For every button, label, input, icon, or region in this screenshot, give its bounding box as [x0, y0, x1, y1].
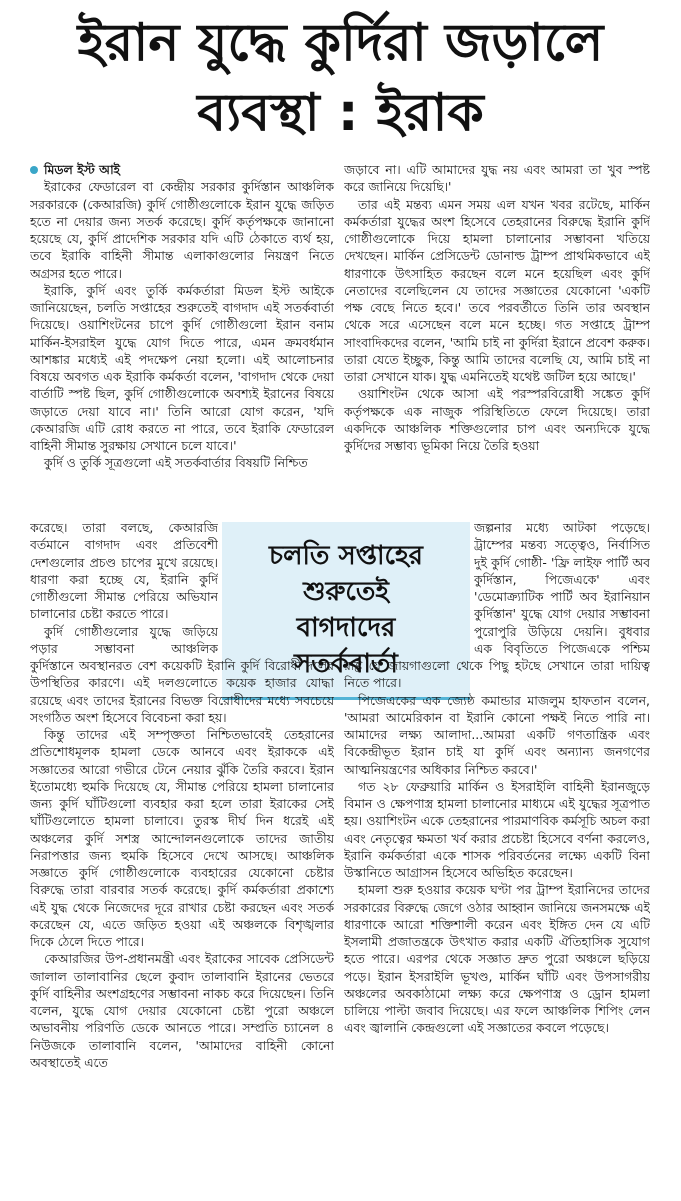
- pull-quote-line-3: বাগদাদের: [296, 612, 396, 643]
- headline-line-2: ব্যবস্থা : ইরাক: [197, 83, 484, 143]
- paragraph: কুর্দি গোষ্ঠীগুলোর যুদ্ধে জড়িয়ে পড়ার সম্ভাবনা আঞ্চলিক: [30, 623, 218, 656]
- paragraph: ইরাকের ফেডারেল বা কেন্দ্রীয় সরকার কুর্দিস্তান আঞ্চলিক সরকারকে (কেআরজি) কুর্দি গোষ্ঠীগুলোকে ইরান যুদ্ধে জড়িত হতে না দেয়ার জন্য সতর্ক করেছে। কুর্দি কর্তৃপক্ষকে জানানো হয়েছে যে, কুর্দি প্রাদেশিক সরকার যদি এটি ঠেকাতে ব্যর্থ হয়, তবে ইরাকি বাহিনী সীমান্ত এলাকাগুলোর নিয়ন্ত্রণ নিতে অগ্রসর হতে পারে।: [30, 179, 334, 281]
- article-column-right-narrow: [474, 519, 650, 657]
- paragraph: রাষ্ট্র যে জায়গাগুলো থেকে পিছু হটছে সেখানে তারা দায়িত্ব নিতে পারে।: [344, 658, 650, 691]
- paragraph: জড়াবে না। এটি আমাদের যুদ্ধ নয় এবং আমরা তা খুব স্পষ্ট করে জানিয়ে দিয়েছি।': [344, 162, 650, 195]
- headline-line-1: ইরান যুদ্ধে কুর্দিরা জড়ালে: [77, 13, 604, 73]
- pull-quote-line-1: চলতি সপ্তাহের: [269, 540, 423, 571]
- article-column-left-narrow: [30, 519, 218, 657]
- article-column-left-lower: [30, 657, 334, 1187]
- byline-bullet-icon: [30, 166, 38, 174]
- byline: [30, 161, 334, 178]
- paragraph: গত ২৮ ফেব্রুয়ারি মার্কিন ও ইসরাইলি বাহিনী ইরানজুড়ে বিমান ও ক্ষেপণাস্ত্র হামলা চালানোর মাধ্যমে এই যুদ্ধের সূত্রপাত হয়। ওয়াশিংটন একে তেহরানের পারমাণবিক কর্মসূচি অচল করা এবং নেতৃত্বের ক্ষমতা খর্ব করার প্রচেষ্টা হিসেবে বর্ণনা করলেও, ইরানি কর্মকর্তারা একে শাসক পরিবর্তনের লক্ষ্যে একটি বিনা উস্কানিতে আগ্রাসন হিসেবে অভিহিত করেছেন।: [344, 778, 650, 880]
- pull-quote-line-2: শুরুতেই: [303, 576, 389, 607]
- byline-text: মিডল ইস্ট আই: [44, 162, 120, 177]
- article-column-left-upper: [30, 161, 334, 519]
- article-column-right-upper: [344, 161, 650, 519]
- paragraph: ইরাকি, কুর্দি এবং তুর্কি কর্মকর্তারা মিডল ইস্ট আইকে জানিয়েছেন, চলতি সপ্তাহের শুরুতেই বাগদাদ এই সতর্কবার্তা দিয়েছে। ওয়াশিংটনের চাপে কুর্দি গোষ্ঠীগুলো ইরান বনাম মার্কিন-ইসরাইল যুদ্ধে যোগ দিতে পারে, এমন ক্রমবর্ধমান আশঙ্কার মধ্যেই এই পদক্ষেপ নেয়া হলো। এই আলোচনার বিষয়ে অবগত এক ইরাকি কর্মকর্তা বলেন, 'বাগদাদ থেকে দেয়া বার্তাটি স্পষ্ট ছিল, কুর্দি গোষ্ঠীগুলোকে অবশ্যই ইরানের বিষয়ে জড়াতে দেয়া যাবে না।' তিনি আরো যোগ করেন, 'যদি কেআরজি এটি রোধ করতে না পারে, তবে ইরাকি ফেডারেল বাহিনী সীমান্ত সুরক্ষায় সেখানে চলে যাবে।': [30, 282, 334, 453]
- paragraph: তার এই মন্তব্য এমন সময় এল যখন খবর রটেছে, মার্কিন কর্মকর্তারা যুদ্ধের অংশ হিসেবে তেহরানের বিরুদ্ধে ইরানি কুর্দি গোষ্ঠীগুলোকে দিয়ে হামলা চালানোর সম্ভাবনা খতিয়ে দেখছেন। মার্কিন প্রেসিডেন্ট ডোনাল্ড ট্রাম্প প্রাথমিকভাবে এই ধারণাকে উৎসাহিত করছেন বলে মনে হয়েছিল এবং কুর্দি নেতাদের বলেছিলেন যে তাদের সজ্ঞাতের যেকোনো 'একটি পক্ষ বেছে নিতে হবে।' তবে পরবর্তীতে তিনি তার অবস্থান থেকে সরে এসেছেন বলে মনে হচ্ছে। গত সপ্তাহে ট্রাম্প সাংবাদিকদের বলেন, 'আমি চাই না কুর্দিরা ইরানে প্রবেশ করুক। তারা যেতে ইচ্ছুক, কিন্তু আমি তাদের বলেছি যে, আমি চাই না তারা সেখানে যাক। যুদ্ধ এমনিতেই যথেষ্ট জটিল হয়ে আছে।': [344, 196, 650, 384]
- paragraph: কেআরজির উপ-প্রধানমন্ত্রী এবং ইরাকের সাবেক প্রেসিডেন্ট জালাল তালাবানির ছেলে কুবাদ তালাবানি ইরানের ভেতরে কুর্দি বাহিনীর অংশগ্রহণের সম্ভাবনা নাকচ করে দিয়েছেন। তিনি বলেন, যুদ্ধে যোগ দেয়ার যেকোনো চেষ্টা পুরো অঞ্চলে অভাবনীয় পরিণতি ডেকে আনতে পারে। সম্প্রতি চ্যানেল ৪ নিউজকে তালাবানি বলেন, 'আমাদের বাহিনী কোনো অবস্থাতেই এতে: [30, 951, 334, 1070]
- paragraph: হামলা শুরু হওয়ার কয়েক ঘণ্টা পর ট্রাম্প ইরানিদের তাদের সরকারের বিরুদ্ধে জেগে ওঠার আহ্বান জানিয়ে জনসমক্ষে এই ধারণাকে আরো শক্তিশালী করেন এবং ইঙ্গিত দেন যে এটি ইসলামী প্রজাতন্ত্রকে উৎখাত করার একটি ঐতিহাসিক সুযোগ হতে পারে। এরপর থেকে সজ্ঞাত দ্রুত পুরো অঞ্চলে ছড়িয়ে পড়ে। ইরান ইসরাইলি ভূখণ্ড, মার্কিন ঘাঁটি এবং উপসাগরীয় অঞ্চলের অবকাঠামো লক্ষ্য করে ক্ষেপণাস্ত্র ও ড্রোন হামলা চালিয়ে পাল্টা জবাব দিয়েছে। এর ফলে আঞ্চলিক শিপিং লেন এবং জ্বালানি কেন্দ্রগুলো এই সজ্ঞাতের কবলে পড়েছে।: [344, 882, 650, 1036]
- paragraph: কুর্দি ও তুর্কি সূত্রগুলো এই সতর্কবার্তার বিষয়টি নিশ্চিত: [44, 455, 308, 471]
- paragraph: পিজেএকের এক জ্যেষ্ঠ কমান্ডার মাজলুম হাফতান বলেন, 'আমরা আমেরিকান বা ইরানি কোনো পক্ষই নিতে পারি না। আমাদের লক্ষ্য আলাদা...আমরা একটি গণতান্ত্রিক এবং বিকেন্দ্রীভূত ইরান চাই যা কুর্দি এবং অন্যান্য জনগণের আত্মনিয়ন্ত্রণের অধিকার নিশ্চিত করবে।': [344, 692, 650, 777]
- paragraph: ওয়াশিংটন থেকে আসা এই পরস্পরবিরোধী সঙ্কেত কুর্দি কর্তৃপক্ষকে এক নাজুক পরিস্থিতিতে ফেলে দিয়েছে। তারা একদিকে আঞ্চলিক শক্তিগুলোর চাপ এবং অন্যদিকে যুদ্ধে কুর্দিদের সম্ভাব্য ভূমিকা নিয়ে তৈরি হওয়া: [344, 386, 650, 453]
- paragraph: করেছে। তারা বলছে, কেআরজি বর্তমানে বাগদাদ এবং প্রতিবেশী দেশগুলোর প্রচণ্ড চাপের মুখে রয়েছে। ধারণা করা হচ্ছে যে, ইরানি কুর্দি গোষ্ঠীগুলো সীমান্ত পেরিয়ে অভিযান চালানোর চেষ্টা করতে পারে।: [30, 520, 218, 622]
- paragraph: কিন্তু তাদের এই সম্পৃক্ততা নিশ্চিতভাবেই তেহরানের প্রতিশোধমূলক হামলা ডেকে আনবে এবং ইরাককে এই সজ্ঞাতের আরো গভীরে টেনে নেয়ার ঝুঁকি তৈরি করবে। ইরান ইতোমধ্যে হুমকি দিয়েছে যে, সীমান্ত পেরিয়ে হামলা চালানোর জন্য কুর্দি ঘাঁটিগুলো ব্যবহার করা হলে তারা ইরাকের সেই ঘাঁটিগুলোতে হামলা চালাবে। তুরস্ক দীর্ঘ দিন ধরেই এই অঞ্চলের কুর্দি সশস্ত্র আন্দোলনগুলোকে তাদের জাতীয় নিরাপত্তার জন্য হুমকি হিসেবে দেখে আসছে। আঞ্চলিক সজ্ঞাতে কুর্দি গোষ্ঠীগুলোকে ব্যবহারের যেকোনো চেষ্টার বিরুদ্ধে তারা বারবার সতর্ক করেছে। কুর্দি কর্মকর্তারা প্রকাশ্যে এই যুদ্ধ থেকে নিজেদের দূরে রাখার চেষ্টা করছেন এবং সতর্ক করেছেন যে, এতে জড়িত হওয়া এই অঞ্চলকে বিশৃঙ্খলার দিকে ঠেলে দিতে পারে।: [30, 727, 334, 949]
- headline: [0, 8, 681, 148]
- paragraph: কুর্দিস্তানে অবস্থানরত বেশ কয়েকটি ইরানি কুর্দি বিরোধী দলের উপস্থিতির কারণে। এই দলগুলোতে কয়েক হাজার যোদ্ধা রয়েছে এবং তাদের ইরানের বিভক্ত বিরোধীদের মধ্যে সবচেয়ে সংগঠিত অংশ হিসেবে বিবেচনা করা হয়।: [30, 658, 334, 725]
- pull-quote-line-4: সতর্কবার্তা: [294, 648, 398, 679]
- paragraph: জল্পনার মধ্যে আটকা পড়েছে। ট্রাম্পের মন্তব্য সত্ত্বেও, নির্বাসিত দুই কুর্দি গোষ্ঠী- 'ফ্রি লাইফ পার্টি অব কুর্দিস্তান, পিজেএকে' এবং 'ডেমোক্র্যাটিক পার্টি অব ইরানিয়ান কুর্দিস্তান' যুদ্ধে যোগ দেয়ার সম্ভাবনা পুরোপুরি উড়িয়ে দেয়নি। বুধবার এক বিবৃতিতে পিজেএকে পশ্চিম: [474, 520, 650, 656]
- article-column-right-lower: [344, 657, 650, 1187]
